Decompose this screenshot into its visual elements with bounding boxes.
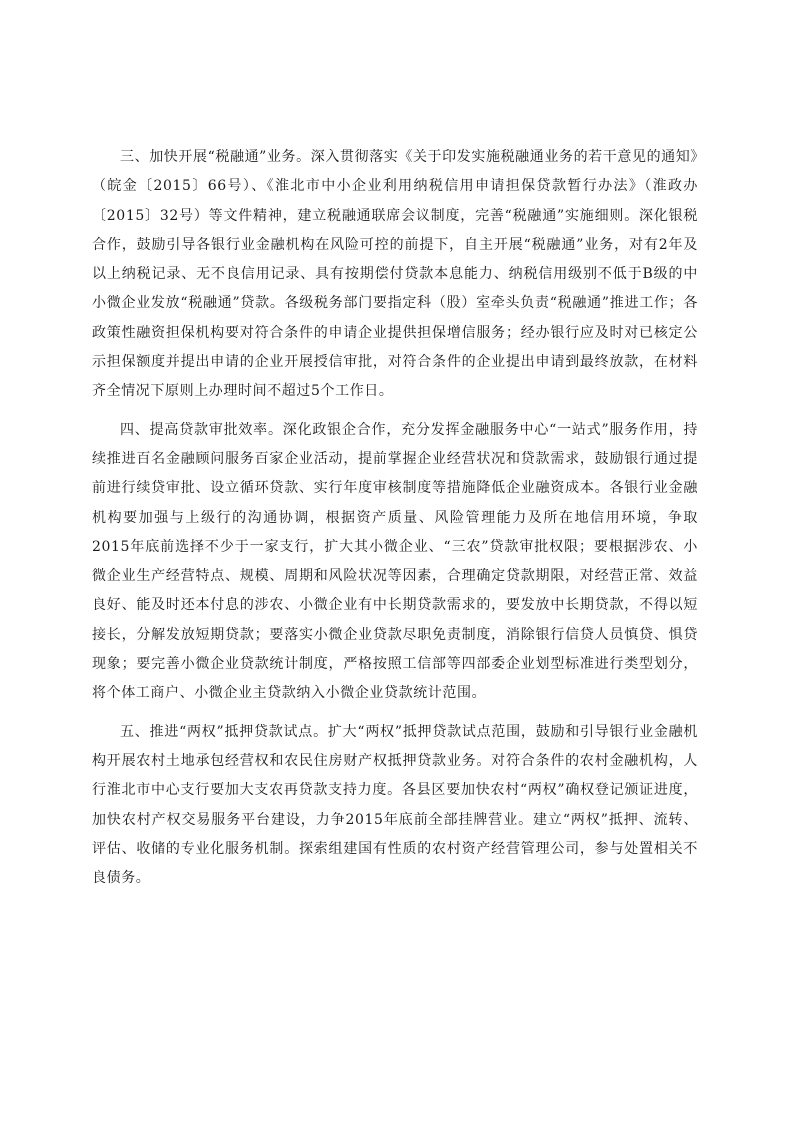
paragraph-4-loan-approval: 四、提高贷款审批效率。深化政银企合作，充分发挥金融服务中心“一站式”服务作用，持续推进百名金融顾问服务百家企业活动，提前掌握企业经营状况和贷款需求，鼓励银行通过提前进行续贷审批、设立循环贷款、实行年度审核制度等措施降低企业融资成本。各银行业金融机构要加强与上级行的沟通协调，根据资产质量、风险管理能力及所在地信用环境，争取2015年底前选择不少于一家支行，扩大其小微企业、“三农”贷款审批权限；要根据涉农、小微企业生产经营特点、规模、周期和风险状况等因素，合理确定贷款期限，对经营正常、效益良好、能及时还本付息的涉农、小微企业有中长期贷款需求的，要发放中长期贷款，不得以短接长，分解发放短期贷款；要落实小微企业贷款尽职免责制度，消除银行信贷人员慎贷、惧贷现象；要完善小微企业贷款统计制度，严格按照工信部等四部委企业划型标准进行类型划分，将个体工商户、小微企业主贷款纳入小微企业贷款统计范围。 (92, 421, 698, 702)
paragraph-5-two-rights-mortgage: 五、推进“两权”抵押贷款试点。扩大“两权”抵押贷款试点范围，鼓励和引导银行业金融机构开展农村土地承包经营权和农民住房财产权抵押贷款业务。对符合条件的农村金融机构，人行淮北市中心支行要加大支农再贷款支持力度。各县区要加快农村“两权”确权登记颁证进度，加快农村产权交易服务平台建设，力争2015年底前全部挂牌营业。建立“两权”抵押、流转、评估、收储的专业化服务机制。探索组建国有性质的农村资产经营管理公司，参与处置相关不良债务。 (92, 723, 698, 887)
paragraph-3-tax-financing: 三、加快开展“税融通”业务。深入贯彻落实《关于印发实施税融通业务的若干意见的通知》（皖金〔2015〕66号）、《淮北市中小企业利用纳税信用申请担保贷款暂行办法》（淮政办〔2015〕32号）等文件精神，建立税融通联席会议制度，完善“税融通”实施细则。深化银税合作，鼓励引导各银行业金融机构在风险可控的前提下，自主开展“税融通”业务，对有2年及以上纳税记录、无不良信用记录、具有按期偿付贷款本息能力、纳税信用级别不低于B级的中小微企业发放“税融通”贷款。各级税务部门要指定科（股）室牵头负责“税融通”推进工作；各政策性融资担保机构要对符合条件的申请企业提供担保增信服务；经办银行应及时对已核定公示担保额度并提出申请的企业开展授信审批，对符合条件的企业提出申请到最终放款，在材料齐全情况下原则上办理时间不超过5个工作日。 (92, 149, 698, 400)
document-body (92, 143, 698, 902)
